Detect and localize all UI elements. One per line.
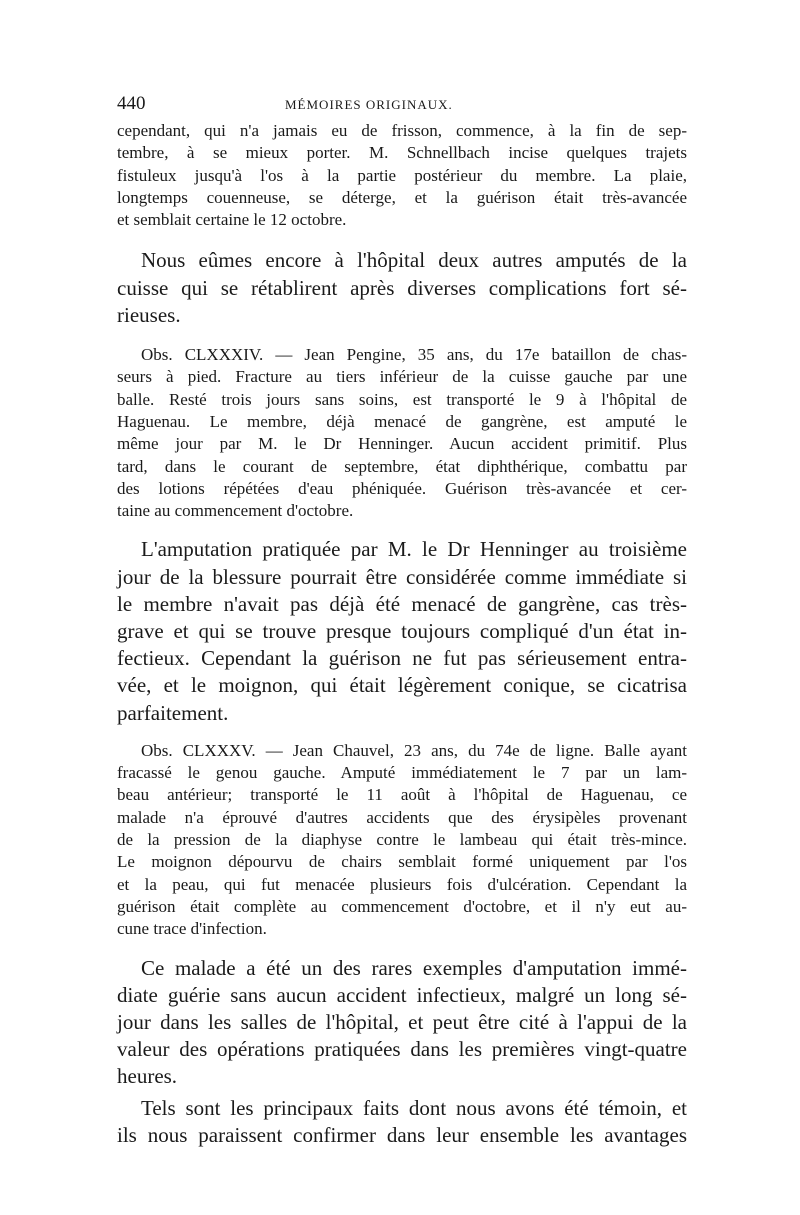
text-line: de la pression de la diaphyse contre le lambeau qui était très-mince. [117, 830, 687, 850]
text-line: fectieux. Cependant la guérison ne fut pas sérieusement entra- [117, 646, 687, 671]
text-line: L'amputation pratiquée par M. le Dr Henninger au troisième [141, 537, 687, 562]
text-line: le membre n'avait pas déjà été menacé de gangrène, cas très- [117, 591, 687, 616]
observation-clxxxiv [117, 344, 687, 522]
text-line: Haguenau. Le membre, déjà menacé de gangrène, est amputé le [117, 411, 687, 431]
text-line: malade n'a éprouvé d'autres accidents que des érysipèles provenant [117, 807, 687, 827]
text-line: fistuleux jusqu'à l'os à la partie postérieur du membre. La plaie, [117, 165, 687, 185]
text-line: Ce malade a été un des rares exemples d'amputation immé- [141, 955, 687, 980]
running-header [117, 93, 687, 115]
text-line: cune trace d'infection. [117, 919, 267, 939]
text-line: — Jean Pengine, 35 ans, du 17e bataillon de chas- [275, 345, 688, 365]
text-line: tembre, à se mieux porter. M. Schnellbach incise quelques trajets [117, 143, 687, 163]
text-line: seurs à pied. Fracture au tiers inférieur de la cuisse gauche par une [117, 367, 687, 387]
text-line: Le moignon dépourvu de chairs semblait formé uniquement par l'os [117, 852, 687, 872]
observation-label: Obs. CLXXXIV. [141, 345, 264, 365]
text-line: tard, dans le courant de septembre, état diphthérique, combattu par [117, 456, 687, 476]
text-line: grave et qui se trouve presque toujours compliqué d'un état in- [117, 619, 687, 644]
text-line: cependant, qui n'a jamais eu de frisson, commence, à la fin de sep- [117, 121, 687, 140]
text-line: rieuses. [117, 302, 181, 327]
text-line: et semblait certaine le 12 octobre. [117, 210, 347, 230]
text-line: jour dans les salles de l'hôpital, et peut être cité à l'appui de la [117, 1009, 687, 1034]
text-line: ils nous paraissent confirmer dans leur ensemble les avantages [117, 1122, 687, 1147]
text-line: guérison était complète au commencement d'octobre, et il n'y eut au- [117, 896, 687, 916]
text-line: — Jean Chauvel, 23 ans, du 74e de ligne. Balle ayant [265, 740, 687, 760]
text-line: Nous eûmes encore à l'hôpital deux autres amputés de la [141, 248, 687, 273]
text-line: valeur des opérations pratiquées dans les premières vingt-quatre [117, 1037, 687, 1062]
page [117, 93, 687, 1149]
text-line: même jour par M. le Dr Henninger. Aucun accident primitif. Plus [117, 434, 687, 454]
text-line: beau antérieur; transporté le 11 août à l'hôpital de Haguenau, ce [117, 785, 687, 805]
text-line: et la peau, qui fut menacée plusieurs fois d'ulcération. Cependant la [117, 874, 687, 894]
text-line: fracassé le genou gauche. Amputé immédiatement le 7 par un lam- [117, 763, 687, 783]
text-line: des lotions répétées d'eau phéniquée. Guérison très-avancée et cer- [117, 478, 687, 498]
text-line: diate guérie sans aucun accident infectieux, malgré un long sé- [117, 982, 687, 1007]
text-line: heures. [117, 1064, 178, 1089]
paragraph-continuation [117, 120, 687, 231]
body-paragraph [117, 247, 687, 329]
text-line: cuisse qui se rétablirent après diverses complications fort sé- [117, 275, 687, 300]
running-title: MÉMOIRES ORIGINAUX. [285, 97, 453, 112]
text-line: vée, et le moignon, qui était légèrement conique, se cicatrisa [117, 673, 687, 698]
text-line: longtemps couenneuse, se déterge, et la guérison était très-avancée [117, 187, 687, 207]
text-line: balle. Resté trois jours sans soins, est transporté le 9 à l'hôpital de [117, 389, 687, 409]
text-line: Tels sont les principaux faits dont nous avons été témoin, et [141, 1095, 687, 1120]
text-line: parfaitement. [117, 700, 229, 725]
text-line: taine au commencement d'octobre. [117, 501, 354, 521]
observation-clxxxv [117, 740, 687, 941]
body-paragraph [117, 1095, 687, 1149]
observation-label: Obs. CLXXXV. [141, 740, 256, 760]
body-paragraph [117, 536, 687, 726]
page-number: 440 [117, 93, 146, 114]
text-line: jour de la blessure pourrait être considérée comme immédiate si [117, 564, 687, 589]
body-paragraph [117, 955, 687, 1091]
